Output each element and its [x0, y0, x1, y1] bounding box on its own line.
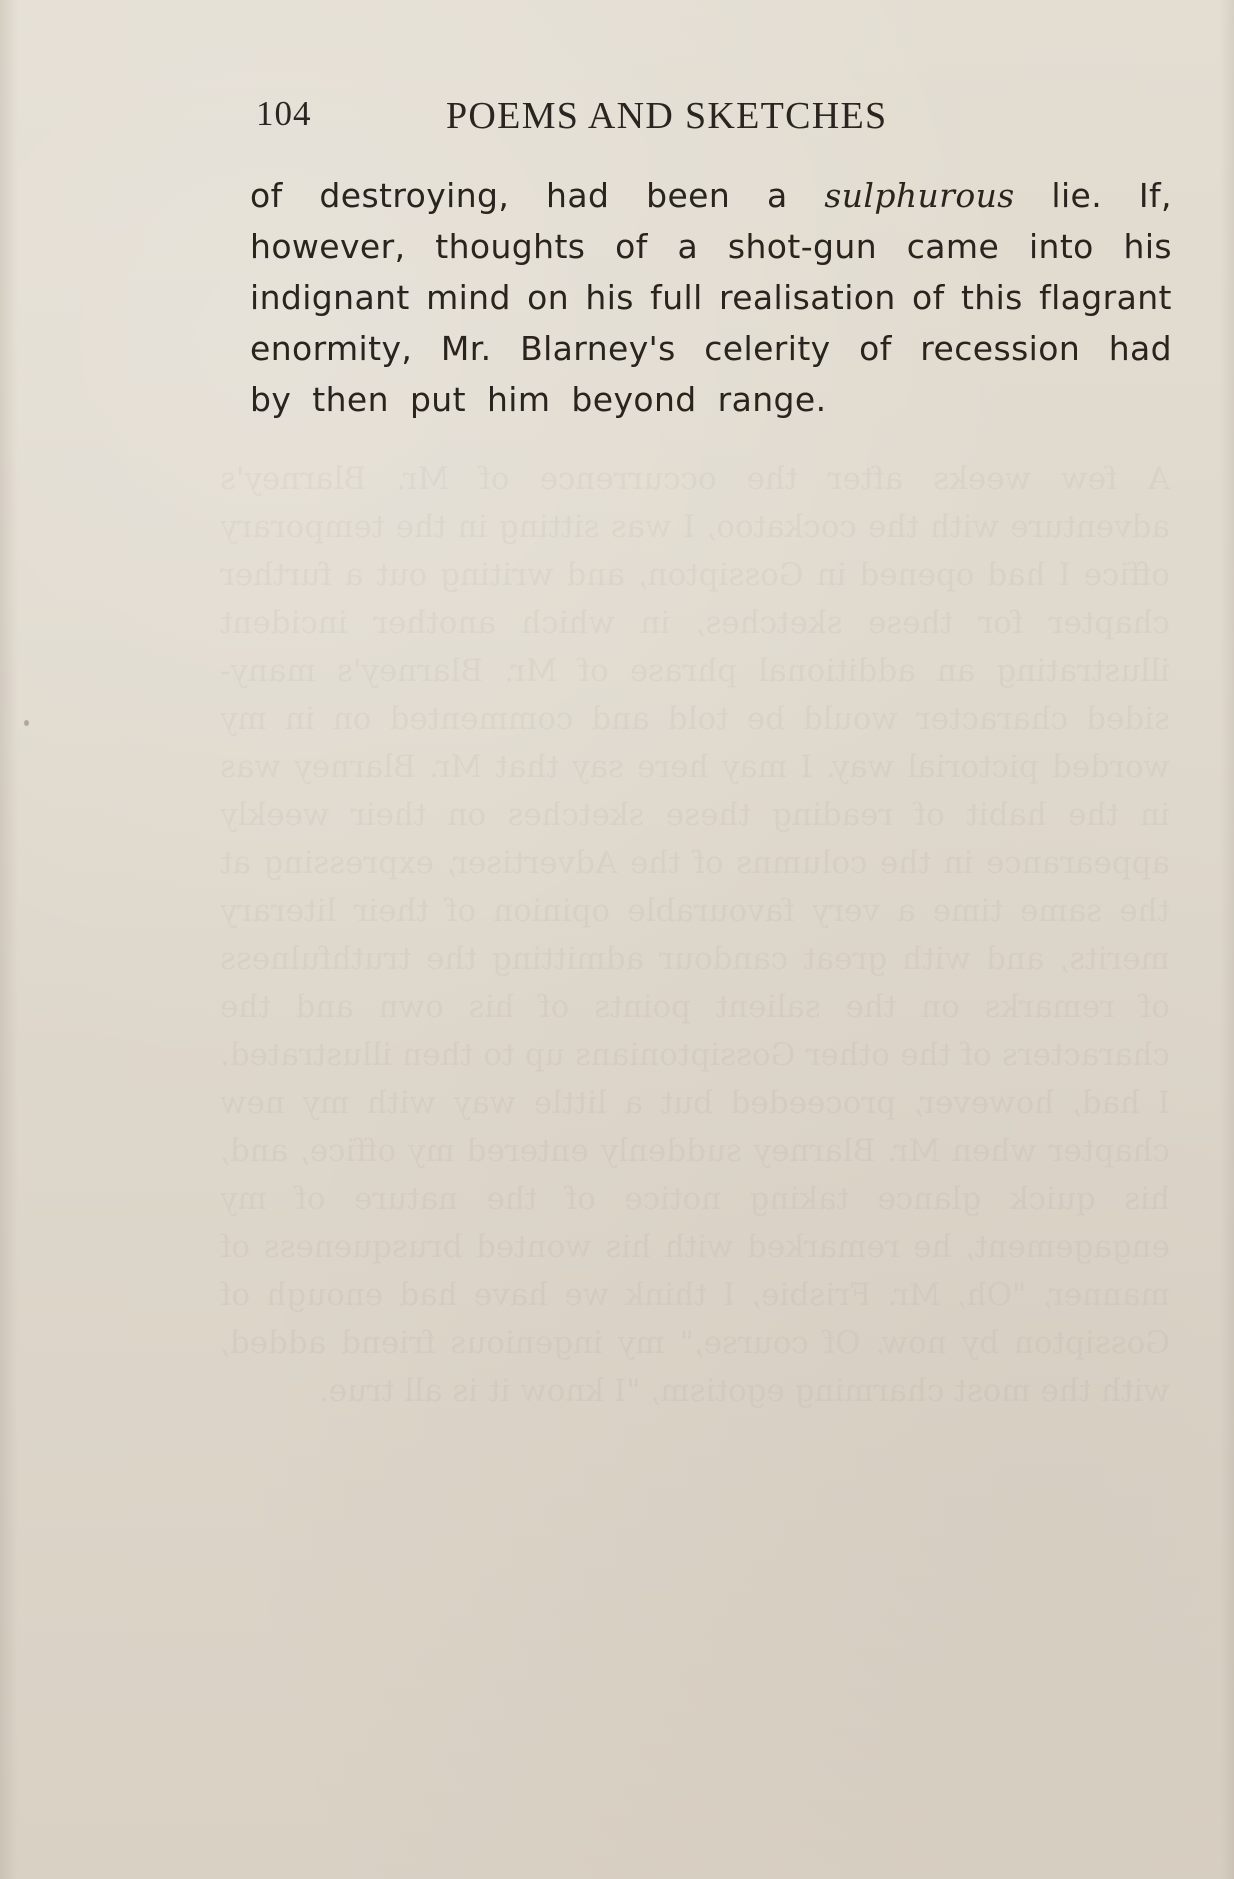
text-line-1: [250, 176, 1172, 227]
page-header: [256, 94, 986, 146]
word: then: [312, 380, 389, 419]
page-number: 104: [256, 94, 312, 133]
text-line-4: [250, 329, 1172, 380]
word: shot-gun: [727, 227, 878, 266]
word: this: [960, 278, 1023, 317]
word: realisation: [718, 278, 896, 317]
word: destroying,: [319, 176, 510, 215]
emphasized-word: sulphurous: [824, 176, 1015, 215]
word: a: [766, 176, 788, 215]
word: full: [650, 278, 703, 317]
word: his: [1123, 227, 1172, 266]
word: Mr.: [440, 329, 492, 368]
word: by: [250, 380, 292, 419]
word: however,: [250, 227, 406, 266]
word: put: [409, 380, 466, 419]
text-line-3: [250, 278, 1172, 329]
word: If,: [1138, 176, 1172, 215]
word: indignant: [250, 278, 410, 317]
word: mind: [426, 278, 511, 317]
word: recession: [920, 329, 1081, 368]
word: been: [646, 176, 731, 215]
word: into: [1028, 227, 1094, 266]
word: a: [677, 227, 699, 266]
word: enormity,: [250, 329, 413, 368]
word: his: [585, 278, 634, 317]
word: flagrant: [1039, 278, 1172, 317]
word: had: [1108, 329, 1172, 368]
word: beyond: [571, 380, 697, 419]
word: of: [250, 176, 283, 215]
text-line-2: [250, 227, 1172, 278]
word: came: [906, 227, 1000, 266]
word: on: [527, 278, 570, 317]
word: him: [486, 380, 551, 419]
word: thoughts: [435, 227, 586, 266]
show-through-text: A few weeks after the occurrence of Mr. Blarney's adventure with the cockatoo, I was sitting in the temporary office I had opened in Gossipton, and writing out a further chapter for these sketches, in which another incident illustrating an additional phrase of Mr. Blarney's many-sided character would be told and commented on in my worded pictorial way. I may here say that Mr. Blarney was in the habit of reading these sketches on their weekly appearance in the columns of the Advertiser, expressing at the same time a very favourable opinion of their literary merits, and with great candour admitting the truthfulness of remarks on the salient points of his own and the characters of the other Gossiptonians up to then illustrated. I had, however, proceeded but a little way with my new chapter when Mr. Blarney suddenly entered my office, and, his quick glance taking notice of the nature of my engagement, he remarked with his wonted brusqueness of manner, "Oh, Mr. Frisbie, I think we have had enough of Gossipton by now. Of course," my ingenious friend added, with the most charming egotism, "I know it is all true.: [220, 461, 1170, 1409]
word: had: [546, 176, 610, 215]
word: celerity: [704, 329, 831, 368]
word: range.: [717, 380, 827, 419]
running-head: POEMS AND SKETCHES: [446, 95, 888, 137]
text-line-5: [250, 380, 1172, 431]
word: Blarney's: [520, 329, 676, 368]
paper-spot: [24, 720, 29, 726]
word: lie.: [1051, 176, 1103, 215]
word: of: [615, 227, 648, 266]
word: of: [912, 278, 945, 317]
body-text: [250, 176, 1172, 431]
word: of: [859, 329, 892, 368]
